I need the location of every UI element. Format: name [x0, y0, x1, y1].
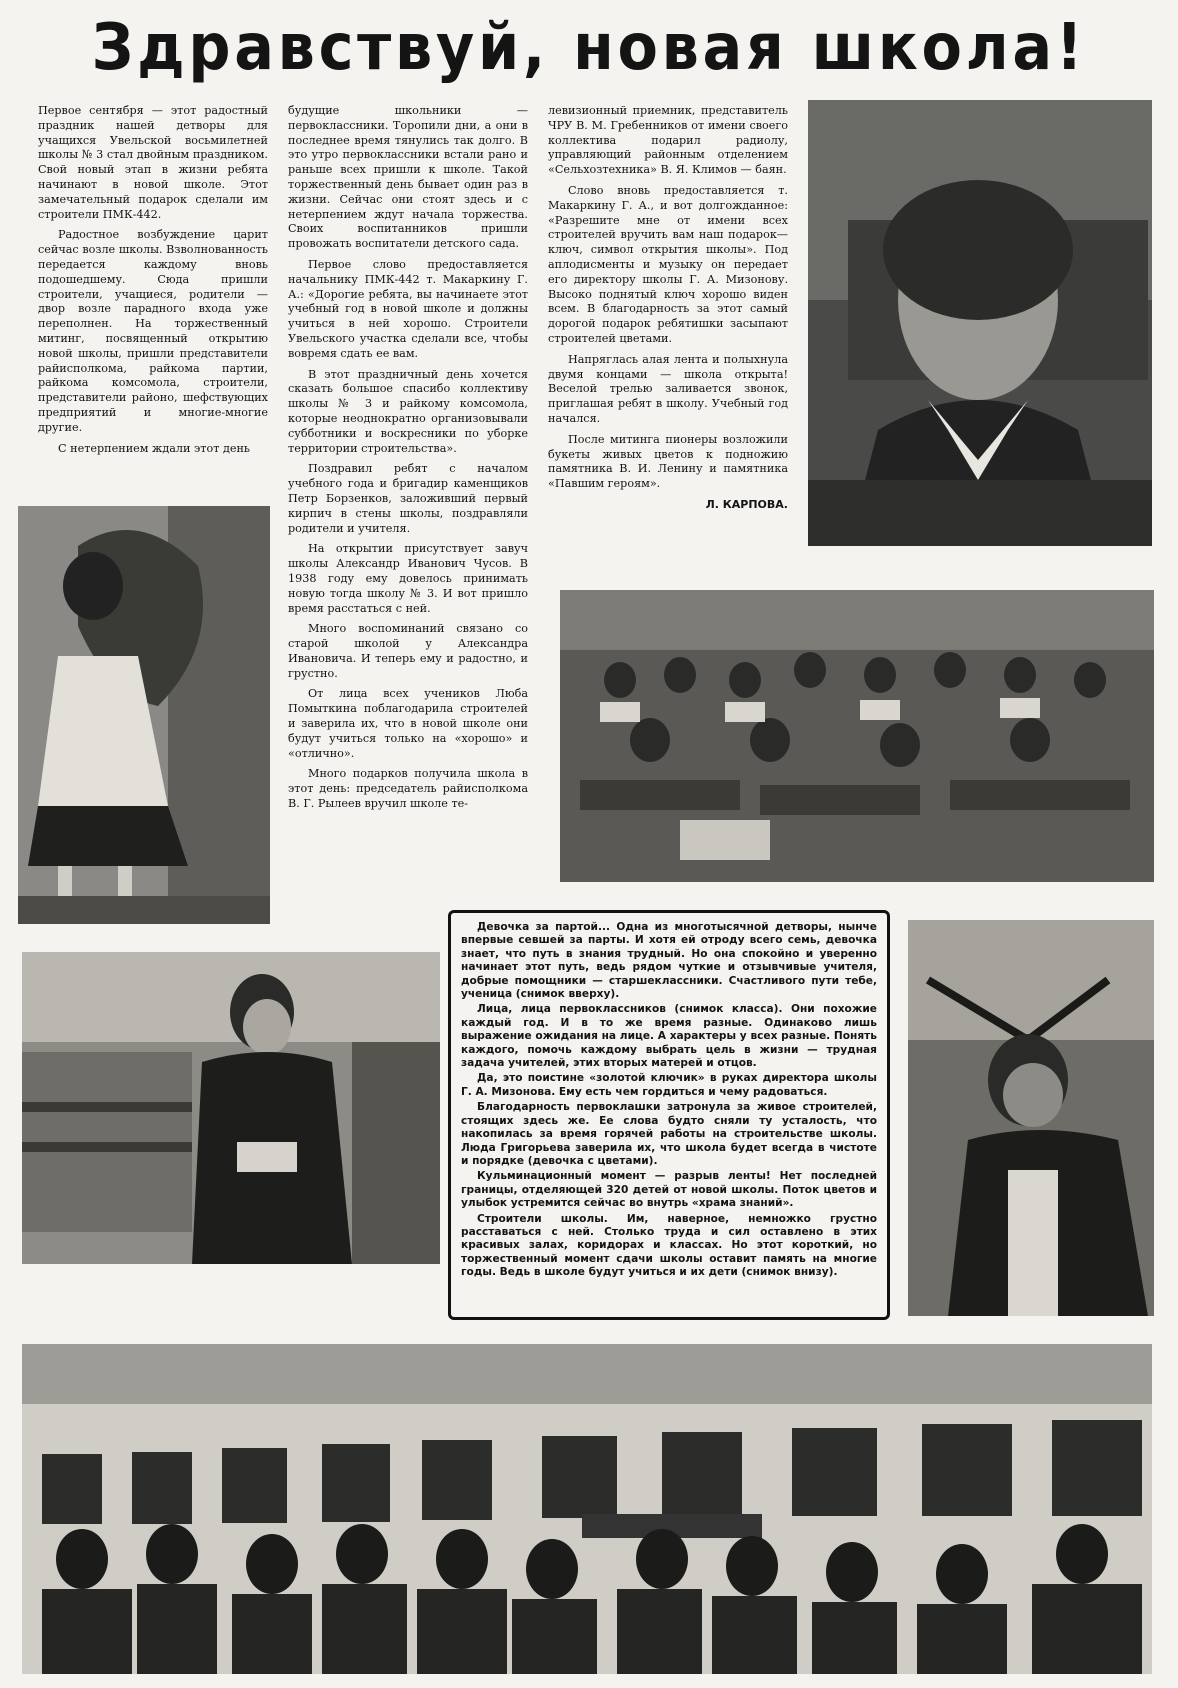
photo-director-with-key — [22, 952, 440, 1264]
article-paragraph: Напряглась алая лента и полыхнула двумя концами — школа открыта! Веселой трелью заливается звонок, приглашая ребят в школу. Учебный год начался. — [548, 352, 788, 425]
article-column-2 — [288, 104, 528, 818]
article-paragraph: будущие школьники — первоклассники. Торопили дни, а они в последнее время тянулись так долго. В это утро первоклассники встали рано и раньше всех пришли к школе. Такой торжественный день бывает один раз в жизни. Сейчас они стоят здесь и с нетерпением ждут начала торжества. Своих воспитанников пришли провожать воспитатели детского сада. — [288, 104, 528, 251]
article-paragraph: С нетерпением ждали этот день — [58, 441, 250, 455]
article-paragraph: В этот праздничный день хочется сказать большое спасибо коллективу школы № 3 и райкому комсомола, которые неоднократно организовывали субботники и воскресники по уборке территории строительства». — [288, 367, 528, 455]
caption-paragraph: Да, это поистине «золотой ключик» в руках директора школы Г. А. Мизонова. Ему есть чем гордиться и чему радоваться. — [461, 1072, 877, 1098]
photo-girl-at-desk — [808, 100, 1152, 546]
article-paragraph: На открытии присутствует завуч школы Александр Иванович Чусов. В 1938 году ему довелось принимать новую тогда школу № 3. И вот пришло время расстаться с ней. — [288, 542, 528, 615]
article-paragraph: После митинга пионеры возложили букеты живых цветов к подножию памятника В. И. Ленину и памятника «Павшим героям». — [548, 432, 788, 491]
article-column-3 — [548, 104, 788, 513]
article-paragraph: Слово вновь предоставляется т. Макаркину Г. А., и вот долгожданное: «Разрешите мне от имени всех строителей вручить вам наш подарок—ключ, символ открытия школы». Под аплодисменты и музыку он передает его директору школы Г. А. Мизонову. Высоко поднятый ключ хорошо виден всем. В благодарность за этот самый дорогой подарок ребятишки засыпают строителей цветами. — [548, 183, 788, 345]
article-paragraph: левизионный приемник, представитель ЧРУ В. М. Гребенников от имени своего коллектива подарил радиолу, управляющий районным отделением «Сельхозтехника» В. Я. Климов — баян. — [548, 104, 788, 177]
article-paragraph: Поздравил ребят с началом учебного года и бригадир каменщиков Петр Борзенков, заложивший первый кирпич в стены школы, поздравляли родители и учителя. — [288, 462, 528, 535]
photo-girl-with-flowers — [18, 506, 270, 924]
article-paragraph: От лица всех учеников Люба Помыткина поблагодарила строителей и заверила их, что в новой школе они будут учиться только на «хорошо» и «отлично». — [288, 687, 528, 760]
photo-classroom — [560, 590, 1154, 882]
caption-paragraph: Кульминационный момент — разрыв ленты! Нет последней границы, отделяющей 320 детей от новой школы. Поток цветов и улыбок устремится сейчас во внутрь «храма знаний». — [461, 1170, 877, 1210]
caption-paragraph: Лица, лица первоклассников (снимок класса). Они похожие каждый год. И в то же время разные. Одинаково лишь выражение ожидания на лице. А характеры у всех разные. Понять каждого, помочь каждому выбрать цель в жизни — трудная задача учителей, этих вторых матерей и отцов. — [461, 1003, 877, 1070]
caption-paragraph: Благодарность первоклашки затронула за живое строителей, стоящих здесь же. Ее слова будто сняли ту усталость, что накопилась за время горячей работы на строительстве школы. Люда Григорьева заверила их, что школа будет всегда в чистоте и порядке (девочка с цветами). — [461, 1101, 877, 1167]
article-paragraph: Радостное возбуждение царит сейчас возле школы. Взволнованность передается каждому вновь подошедшему. Сюда пришли строители, учащиеся, родители — двор возле парадного входа уже переполнен. На торжественный митинг, посвященный открытию новой школы, пришли представители райисполкома, райкома партии, райкома комсомола, строители, представители районо, шефствующих предприятий и многие-многие другие. — [38, 228, 268, 434]
article-paragraph: Первое сентября — этот радостный праздник нашей детворы для учащихся Увельской восьмилетней школы № 3 стал двойным праздником. Свой новый этап в жизни ребята начинают в новой школе. Этот замечательный подарок сделали им строители ПМК-442. — [38, 104, 268, 221]
caption-paragraph: Девочка за партой... Одна из многотысячной детворы, нынче впервые севшей за парты. И хотя ей отроду всего семь, девочка знает, что путь в знания трудный. Но она спокойно и уверенно начинает этот путь, ведь рядом чуткие и отзывчивые учителя, добрые помощники — старшеклассники. Счастливого пути тебе, ученица (снимок вверху). — [461, 921, 877, 1001]
article-column-1 — [38, 104, 268, 462]
photo-ribbon-cutting — [908, 920, 1154, 1316]
page-headline: Здравствуй, новая школа! — [91, 11, 1087, 85]
photo-builders-at-school — [22, 1344, 1152, 1674]
article-paragraph: Первое слово предоставляется начальнику ПМК-442 т. Макаркину Г. А.: «Дорогие ребята, вы начинаете этот учебный год в новой школе и должны учиться в ней хорошо. Строители Увельского участка сделали все, чтобы вовремя сдать ее вам. — [288, 257, 528, 360]
author-signature: Л. КАРПОВА. — [705, 497, 788, 511]
article-paragraph: Много подарков получила школа в этот день: председатель райисполкома В. Г. Рылеев вручил школе те- — [288, 767, 528, 811]
article-paragraph: Много воспоминаний связано со старой школой у Александра Ивановича. И теперь ему и радостно, и грустно. — [288, 622, 528, 680]
caption-paragraph: Строители школы. Им, наверное, немножко грустно расставаться с ней. Столько труда и сил оставлено в этих красивых залах, коридорах и классах. Но этот короткий, но торжественный момент сдачи школы оставит память на многие годы. Ведь в школе будут учиться и их дети (снимок внизу). — [461, 1212, 877, 1279]
photo-captions-box — [448, 910, 890, 1320]
